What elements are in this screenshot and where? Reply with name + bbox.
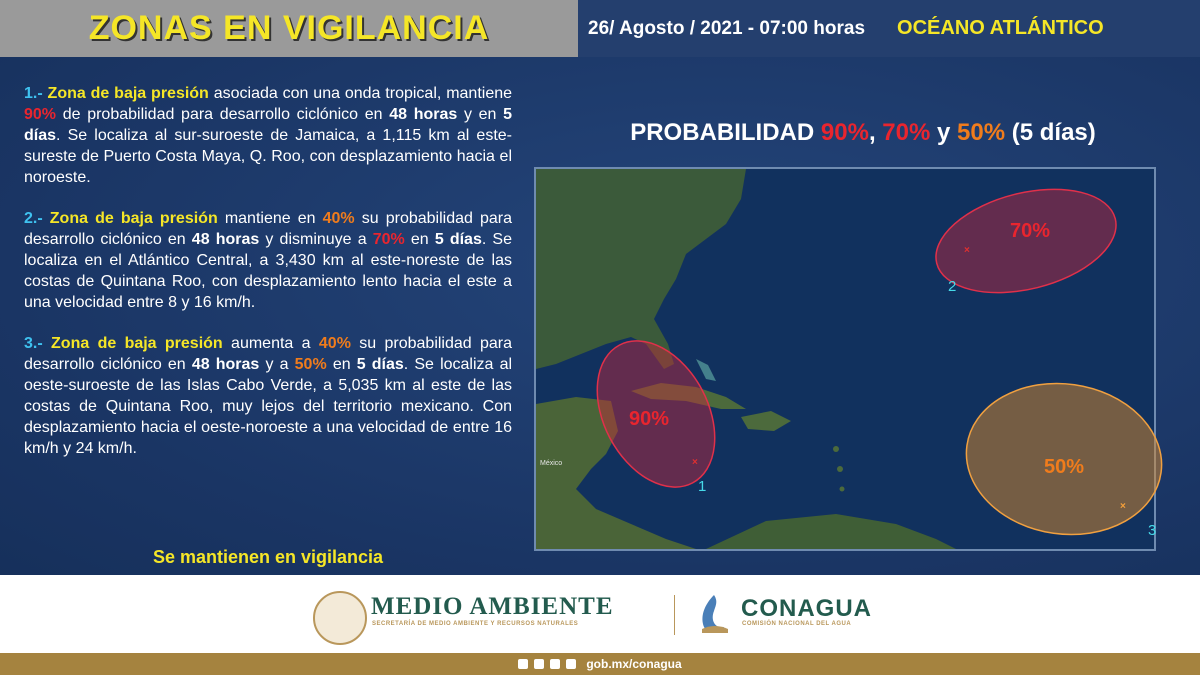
satellite-map xyxy=(534,167,1156,551)
instagram-icon[interactable] xyxy=(550,659,560,669)
zone-text: asociada con una onda tropical, mantiene xyxy=(213,85,513,102)
zone-days: 5 días xyxy=(356,356,404,373)
zone-number: 1.- xyxy=(24,85,43,102)
zone-days: 5 días xyxy=(24,106,513,144)
watch-note: Se mantienen en vigilancia xyxy=(152,547,384,567)
probability-period: (5 días) xyxy=(1011,119,1096,146)
facebook-icon[interactable] xyxy=(518,659,528,669)
zone-number: 3.- xyxy=(24,335,43,352)
probability-title xyxy=(534,119,1192,147)
zone-text: y a xyxy=(265,356,289,373)
area-2-label: 70% xyxy=(1010,220,1051,242)
zone-probability-5d: 70% xyxy=(372,231,405,248)
zone-number: 2.- xyxy=(24,210,43,227)
date-bar xyxy=(578,0,1200,57)
ocean-name: OCÉANO ATLÁNTICO xyxy=(897,17,1104,39)
conjunction: y xyxy=(937,119,951,146)
zone-text: en xyxy=(410,231,429,248)
bulletin-date: 26/ Agosto / 2021 - 07:00 horas xyxy=(588,17,866,39)
probability-70: 70% xyxy=(882,119,931,146)
zone-label: Zona de baja presión xyxy=(51,335,223,352)
zone-text: . Se localiza al sur-suroeste de Jamaica, a 1,115 km al este-sureste de Puerto Costa Maya, Q. Roo, con desplazamiento hacia el noroeste. xyxy=(24,127,512,186)
mexico-seal-icon xyxy=(313,591,367,645)
zones-list xyxy=(24,83,512,479)
area-1-center-marker: × xyxy=(692,457,698,468)
map-graphic xyxy=(536,169,1157,549)
area-2-center-marker: × xyxy=(964,245,970,256)
zone-text: en xyxy=(332,356,351,373)
footer xyxy=(0,575,1200,653)
probability-label: PROBABILIDAD xyxy=(630,119,815,146)
area-1-number: 1 xyxy=(698,478,707,495)
comma: , xyxy=(868,119,876,146)
zone-probability-5d: 50% xyxy=(294,356,327,373)
zone-hours: 48 horas xyxy=(389,106,458,123)
zone-text: y en xyxy=(463,106,497,123)
area-3-center-marker: × xyxy=(1120,501,1126,512)
conagua-logo-icon xyxy=(694,591,734,637)
area-3-label: 50% xyxy=(1044,456,1085,478)
conagua-subtitle: COMISIÓN NACIONAL DEL AGUA xyxy=(742,621,852,627)
island xyxy=(833,446,839,452)
probability-50: 50% xyxy=(957,119,1006,146)
website-link[interactable]: gob.mx/conagua xyxy=(586,657,682,671)
zone-hours: 48 horas xyxy=(191,231,260,248)
twitter-icon[interactable] xyxy=(534,659,544,669)
area-2-number: 2 xyxy=(948,278,957,295)
zone-text: aumenta a xyxy=(231,335,311,352)
probability-90: 90% xyxy=(820,119,869,146)
medio-ambiente-title: MEDIO AMBIENTE xyxy=(371,593,614,620)
page-title: ZONAS EN VIGILANCIA xyxy=(88,9,490,47)
youtube-icon[interactable] xyxy=(566,659,576,669)
area-1-label: 90% xyxy=(629,408,670,430)
main-content xyxy=(0,57,1200,575)
island xyxy=(837,466,843,472)
zone-probability: 40% xyxy=(318,335,351,352)
social-bar xyxy=(0,653,1200,675)
logo-divider xyxy=(674,595,675,635)
zone-hours: 48 horas xyxy=(191,356,260,373)
place-label-mexico: México xyxy=(540,460,563,467)
zone-label: Zona de baja presión xyxy=(47,85,209,102)
title-bar xyxy=(0,0,578,57)
zone-text: su probabilidad para desarrollo ciclónico en xyxy=(24,335,513,373)
zone-probability: 90% xyxy=(24,106,57,123)
area-3-number: 3 xyxy=(1148,522,1157,539)
zone-text: . Se localiza en el Atlántico Central, a 3,430 km al este-noreste de las costas de Quintana Roo, con desplazamiento lento hacia el este a una velocidad entre 8 y 16 km/h. xyxy=(24,231,512,311)
zone-1-text xyxy=(24,83,512,188)
zone-days: 5 días xyxy=(434,231,482,248)
zone-text: . Se localiza al oeste-suroeste de las Islas Cabo Verde, a 5,035 km al este de las costas de Quintana Roo, muy lejos del territorio mexicano. Con desplazamiento hacia el oeste-noroeste a una velocidad de entre 16 km/h y 24 km/h. xyxy=(24,356,513,457)
medio-ambiente-subtitle: SECRETARÍA DE MEDIO AMBIENTE Y RECURSOS NATURALES xyxy=(372,621,579,627)
zone-3-text xyxy=(24,333,512,459)
zone-label: Zona de baja presión xyxy=(49,210,218,227)
logos xyxy=(0,575,1200,653)
zone-text: y disminuye a xyxy=(265,231,367,248)
zone-text: de probabilidad para desarrollo ciclónico en xyxy=(62,106,383,123)
zone-probability: 40% xyxy=(322,210,355,227)
conagua-title: CONAGUA xyxy=(741,595,872,622)
island xyxy=(840,487,845,492)
zone-text: su probabilidad para desarrollo ciclónico en xyxy=(24,210,513,248)
zone-2-text xyxy=(24,208,512,313)
zone-text: mantiene en xyxy=(224,210,316,227)
